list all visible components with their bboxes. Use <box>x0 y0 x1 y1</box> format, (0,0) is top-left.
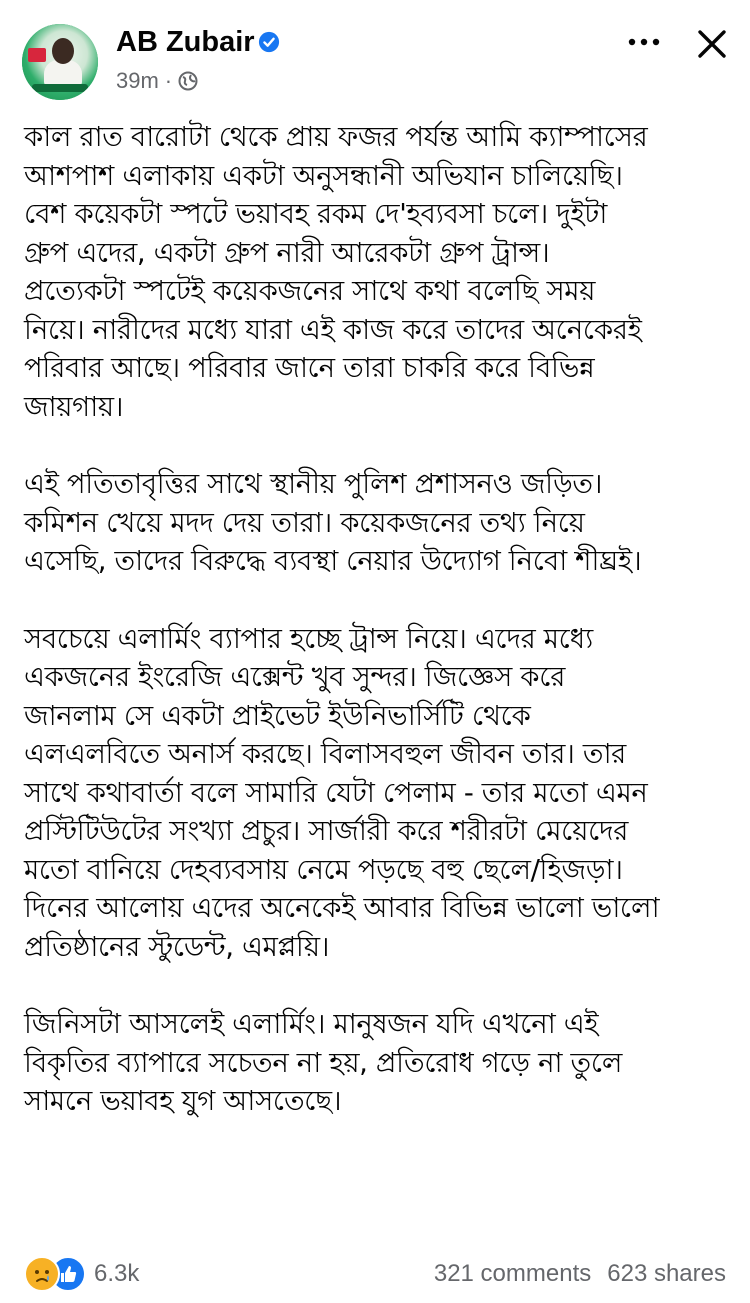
post-paragraph: সবচেয়ে এলার্মিং ব্যাপার হচ্ছে ট্রান্স নিয়ে। এদের মধ্যে একজনের ইংরেজি এক্সেন্ট খুব সুন্দর। জিজ্ঞেস করে জানলাম সে একটা প্রাইভেট ইউনিভার্সিটি থেকে এলএলবিতে অনার্স করছে। বিলাসবহুল জীবন তার। তার সাথে কথাবার্তা বলে সামারি যেটা পেলাম - তার মতো এমন প্রস্টিটিউটের সংখ্যা প্রচুর। সার্জারী করে শরীরটা মেয়েদের মতো বানিয়ে দেহব্যবসায় নেমে পড়ছে বহু ছেলে/হিজড়া। দিনের আলোয় এদের অনেকেই আবার বিভিন্ন ভালো ভালো প্রতিষ্ঠানের স্টুডেন্ট, এমপ্লয়ি। <box>24 621 660 963</box>
avatar[interactable] <box>22 24 98 100</box>
meta-separator: · <box>164 68 173 93</box>
post-body <box>24 118 730 1160</box>
post-paragraph: কাল রাত বারোটা থেকে প্রায় ফজর পর্যন্ত আমি ক্যাম্পাসের আশপাশ এলাকায় একটা অনুসন্ধানী অভিযান চালিয়েছি। বেশ কয়েকটা স্পটে ভয়াবহ রকম দে'হব্যবসা চলে। দুইটা গ্রুপ এদের, একটা গ্রুপ নারী আরেকটা গ্রুপ ট্রান্স। প্রত্যেকটা স্পটেই কয়েকজনের সাথে কথা বলেছি সময় নিয়ে। নারীদের মধ্যে যারা এই কাজ করে তাদের অনেকেরই পরিবার আছে। পরিবার জানে তারা চাকরি করে বিভিন্ন জায়গায়। <box>24 120 648 423</box>
engagement-stats <box>434 1260 726 1288</box>
post-time[interactable]: 39m <box>116 68 159 93</box>
reaction-count: 6.3k <box>94 1260 140 1287</box>
post-header <box>0 0 750 100</box>
globe-icon <box>178 71 198 91</box>
comments-count[interactable]: 321 comments <box>433 1260 592 1287</box>
post-paragraph: জিনিসটা আসলেই এলার্মিং। মানুষজন যদি এখনো এই বিকৃতির ব্যাপারে সচেতন না হয়, প্রতিরোধ গড়ে না তুলে সামনে ভয়াবহ যুগ আসতেছে। <box>24 1007 623 1117</box>
post-meta <box>116 68 198 94</box>
reactions-summary[interactable] <box>24 1256 139 1292</box>
more-options-icon[interactable] <box>626 30 662 54</box>
post-footer <box>0 1246 750 1296</box>
shares-count[interactable]: 623 shares <box>607 1260 726 1287</box>
author-name[interactable]: AB Zubair <box>116 26 255 58</box>
post-paragraph: এই পতিতাবৃত্তির সাথে স্থানীয় পুলিশ প্রশাসনও জড়িত। কমিশন খেয়ে মদদ দেয় তারা। কয়েকজনের তথ্য নিয়ে এসেছি, তাদের বিরুদ্ধে ব্যবস্থা নেয়ার উদ্যোগ নিবো শীঘ্রই। <box>24 467 642 577</box>
close-icon[interactable] <box>694 26 730 62</box>
verified-badge-icon <box>258 31 280 53</box>
sad-reaction-icon <box>24 1256 60 1292</box>
